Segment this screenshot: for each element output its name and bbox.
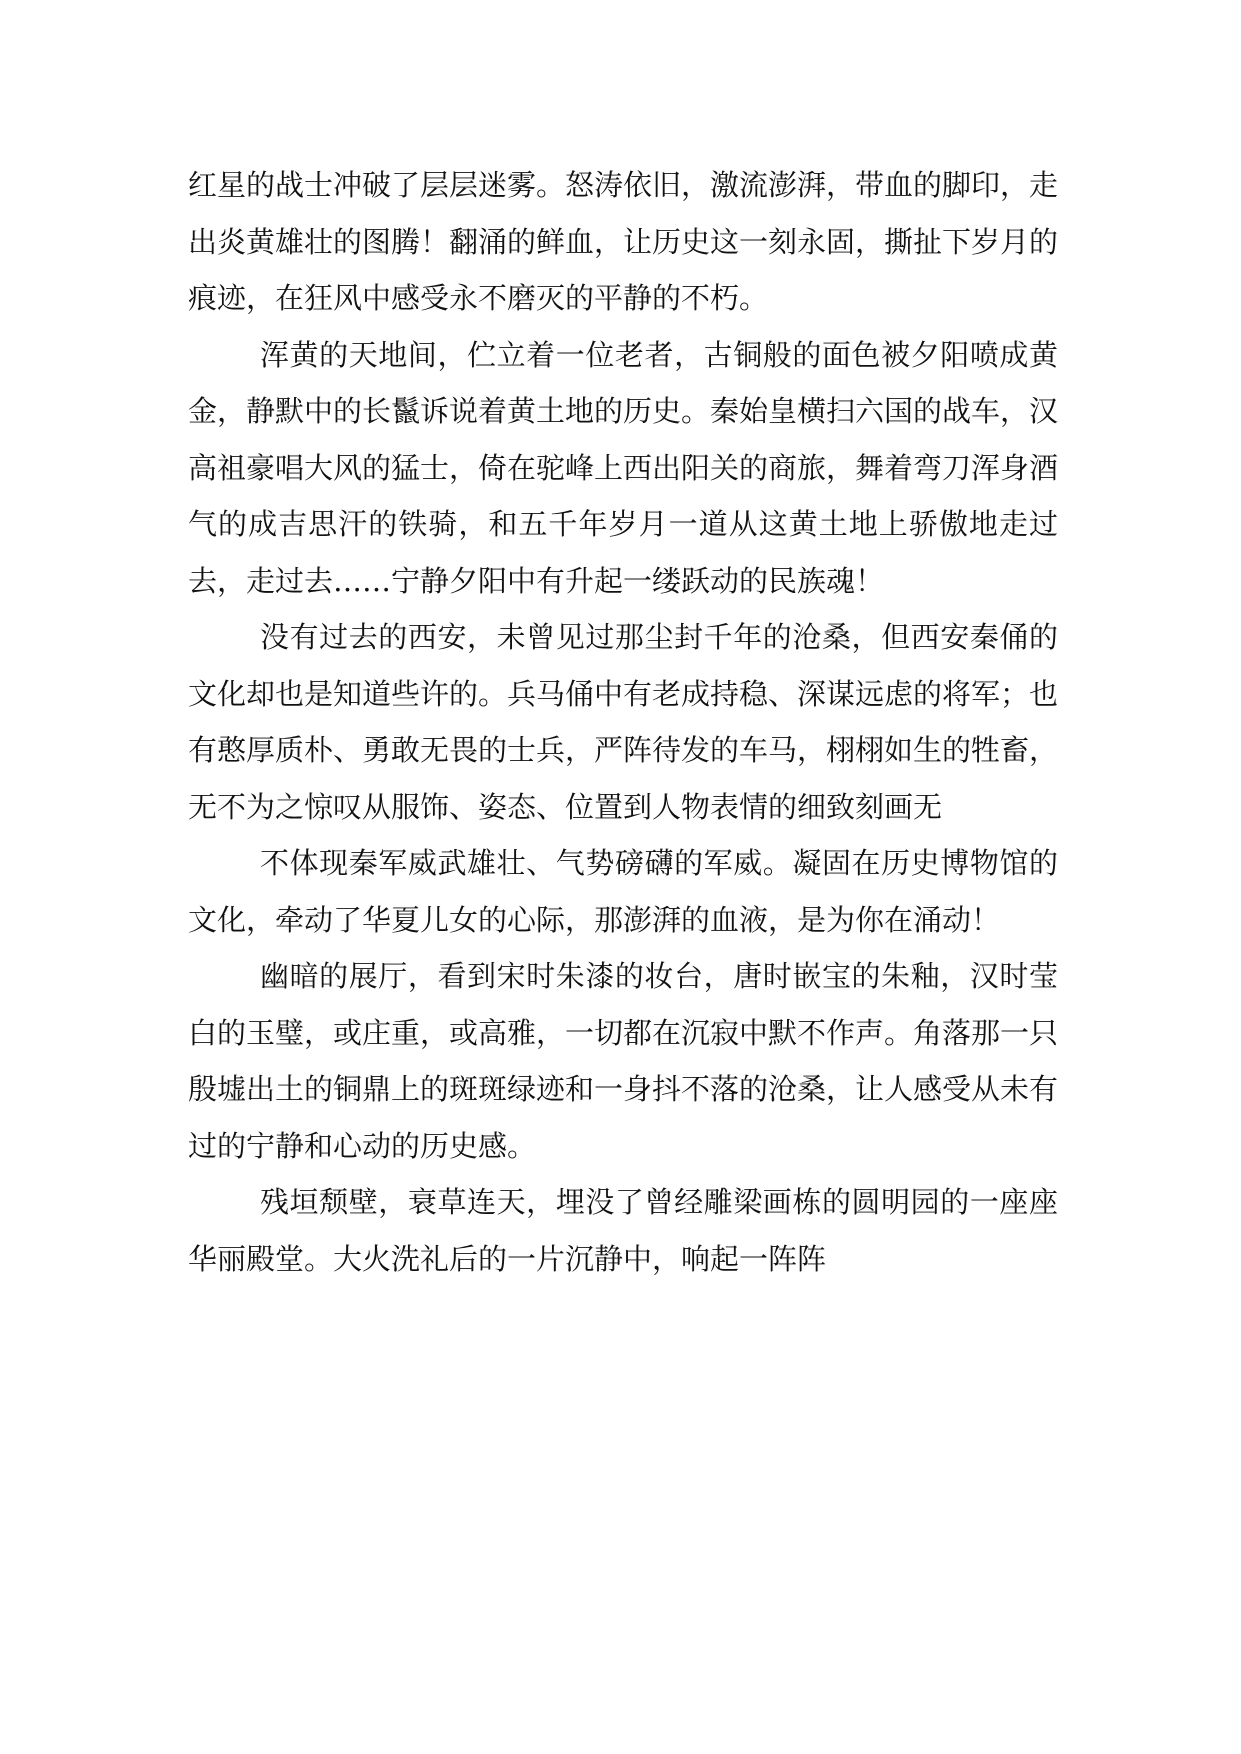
paragraph-5: 幽暗的展厅，看到宋时朱漆的妆台，唐时嵌宝的朱釉，汉时莹白的玉璧，或庄重，或高雅，一切都在沉寂中默不作声。角落那一只殷墟出土的铜鼎上的斑斑绿迹和一身抖不落的沧桑，让人感受从未有过的宁静和心动的历史感。 xyxy=(188,959,1059,1163)
paragraph-1: 红星的战士冲破了层层迷雾。怒涛依旧，激流澎湃，带血的脚印，走出炎黄雄壮的图腾！翻涌的鲜血，让历史这一刻永固，撕扯下岁月的痕迹，在狂风中感受永不磨灭的平静的不朽。 xyxy=(188,168,1059,315)
paragraph-4: 不体现秦军威武雄壮、气势磅礴的军威。凝固在历史博物馆的文化，牵动了华夏儿女的心际，那澎湃的血液，是为你在涌动！ xyxy=(188,846,1058,937)
paragraph-6: 残垣颓壁，衰草连天，埋没了曾经雕梁画栋的圆明园的一座座华丽殿堂。大火洗礼后的一片沉静中，响起一阵阵 xyxy=(188,1185,1058,1276)
document-body xyxy=(188,157,1058,1287)
paragraph-2: 浑黄的天地间，伫立着一位老者，古铜般的面色被夕阳喷成黄金，静默中的长鬣诉说着黄土地的历史。秦始皇横扫六国的战车，汉高祖豪唱大风的猛士，倚在驼峰上西出阳关的商旅，舞着弯刀浑身酒气的成吉思汗的铁骑，和五千年岁月一道从这黄土地上骄傲地走过去，走过去……宁静夕阳中有升起一缕跃动的民族魂！ xyxy=(188,337,1059,598)
paragraph-3: 没有过去的西安，未曾见过那尘封千年的沧桑，但西安秦俑的文化却也是知道些许的。兵马俑中有老成持稳、深谋远虑的将军；也有憨厚质朴、勇敢无畏的士兵，严阵待发的车马，栩栩如生的牲畜，无不为之惊叹从服饰、姿态、位置到人物表情的细致刻画无 xyxy=(188,620,1059,824)
